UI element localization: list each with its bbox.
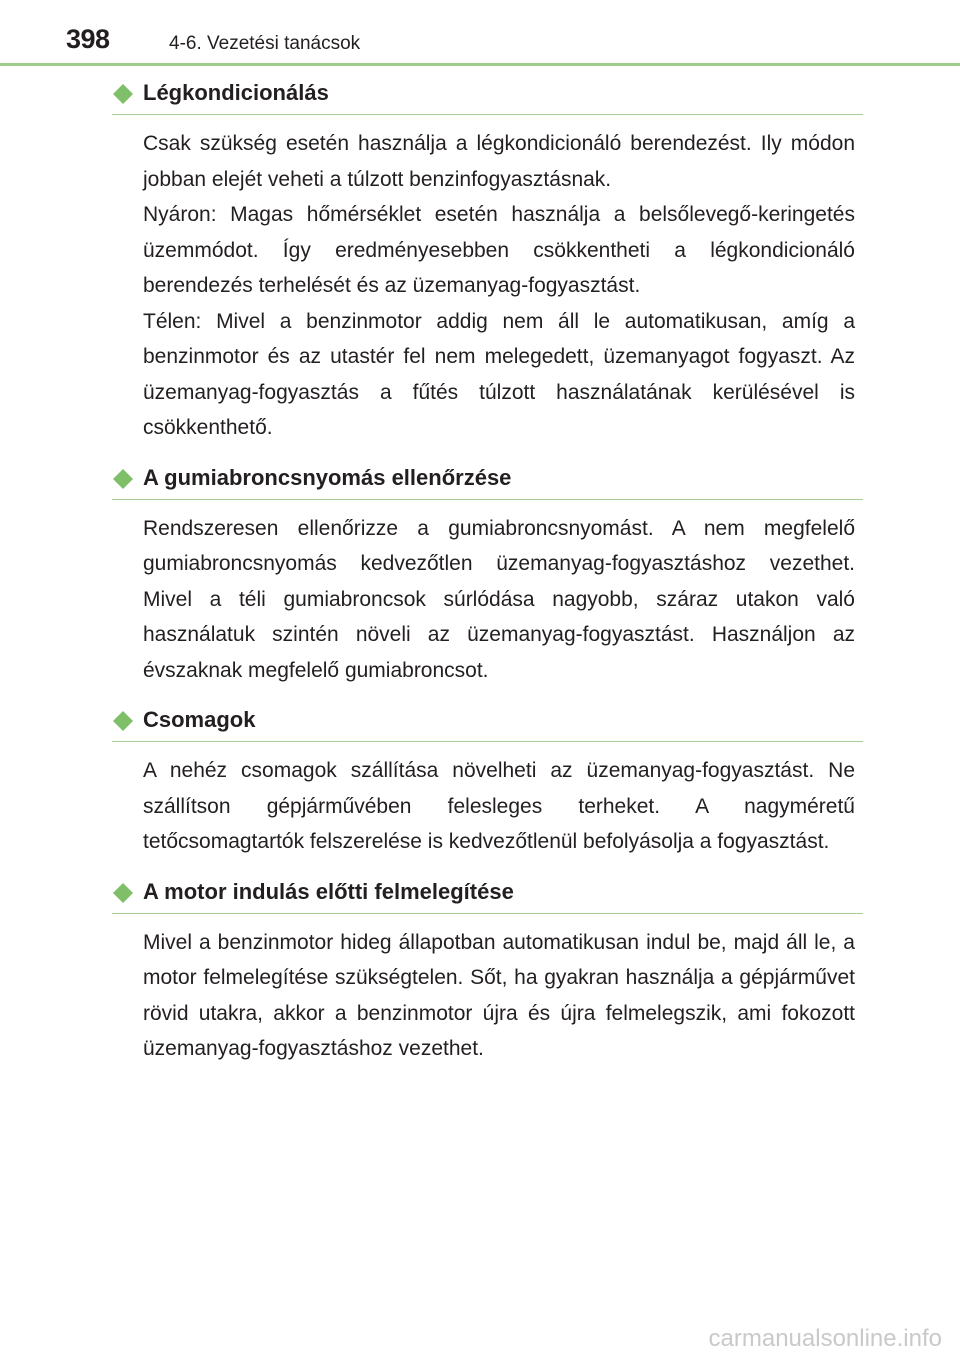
section-heading-csomagok xyxy=(112,705,863,742)
paragraph: Mivel a benzinmotor hideg állapotban automatikusan indul be, majd áll le, a motor felmelegítése szükségtelen. Sőt, ha gyakran használja a gépjárművet rövid utakra, akkor a benzinmotor újra és újra felmelegszik, ami fokozott üzemanyag-fogyasztáshoz vezethet. xyxy=(143,930,855,1060)
section-body xyxy=(143,753,855,860)
section-heading-gumiabroncsnyomas xyxy=(112,463,863,500)
diamond-bullet-icon xyxy=(113,711,133,731)
section-body xyxy=(143,126,855,446)
section-heading-motor-felmelegites xyxy=(112,877,863,914)
watermark: carmanualsonline.info xyxy=(708,1325,942,1352)
diamond-bullet-icon xyxy=(113,84,133,104)
section-body xyxy=(143,925,855,1067)
page-content xyxy=(108,78,863,1067)
diamond-bullet-icon xyxy=(113,883,133,903)
paragraph: Nyáron: Magas hőmérséklet esetén használja a belsőlevegő-keringetés üzemmódot. Így eredményesebben csökkentheti a légkondicionáló berendezés terhelését és az üzemanyag-fogyasztást. xyxy=(143,203,855,297)
paragraph: Rendszeresen ellenőrizze a gumiabroncsnyomást. A nem megfelelő gumiabroncsnyomás kedvezőtlen üzemanyag-fogyasztáshoz vezethet. Mivel a téli gumiabroncsok súrlódása nagyobb, száraz utakon való használatuk szintén növeli az üzemanyag-fogyasztást. Használjon az évszaknak megfelelő gumiabroncsot. xyxy=(143,516,855,682)
heading-text: A motor indulás előtti felmelegítése xyxy=(143,878,514,904)
heading-text: Légkondicionálás xyxy=(143,80,329,105)
header-divider xyxy=(0,63,960,66)
paragraph: Télen: Mivel a benzinmotor addig nem áll le automatikusan, amíg a benzinmotor és az utastér fel nem melegedett, üzemanyagot fogyaszt. Az üzemanyag-fogyasztás a fűtés túlzott használatának kerülésével is csökkenthető. xyxy=(143,309,855,439)
section-heading-legkondicionalas xyxy=(112,78,863,115)
page-header xyxy=(0,0,960,70)
section-body xyxy=(143,511,855,689)
paragraph: Csak szükség esetén használja a légkondicionáló berendezést. Ily módon jobban elejét veheti a túlzott benzinfogyasztásnak. xyxy=(143,132,855,191)
diamond-bullet-icon xyxy=(113,469,133,489)
section-title: 4-6. Vezetési tanácsok xyxy=(169,33,361,54)
heading-text: Csomagok xyxy=(143,707,256,732)
heading-text: A gumiabroncsnyomás ellenőrzése xyxy=(143,464,512,490)
paragraph: A nehéz csomagok szállítása növelheti az üzemanyag-fogyasztást. Ne szállítson gépjárművében felesleges terheket. A nagyméretű tetőcsomagtartók felszerelése is kedvezőtlenül befolyásolja a fogyasztást. xyxy=(143,759,855,853)
page-number: 398 xyxy=(66,24,110,54)
